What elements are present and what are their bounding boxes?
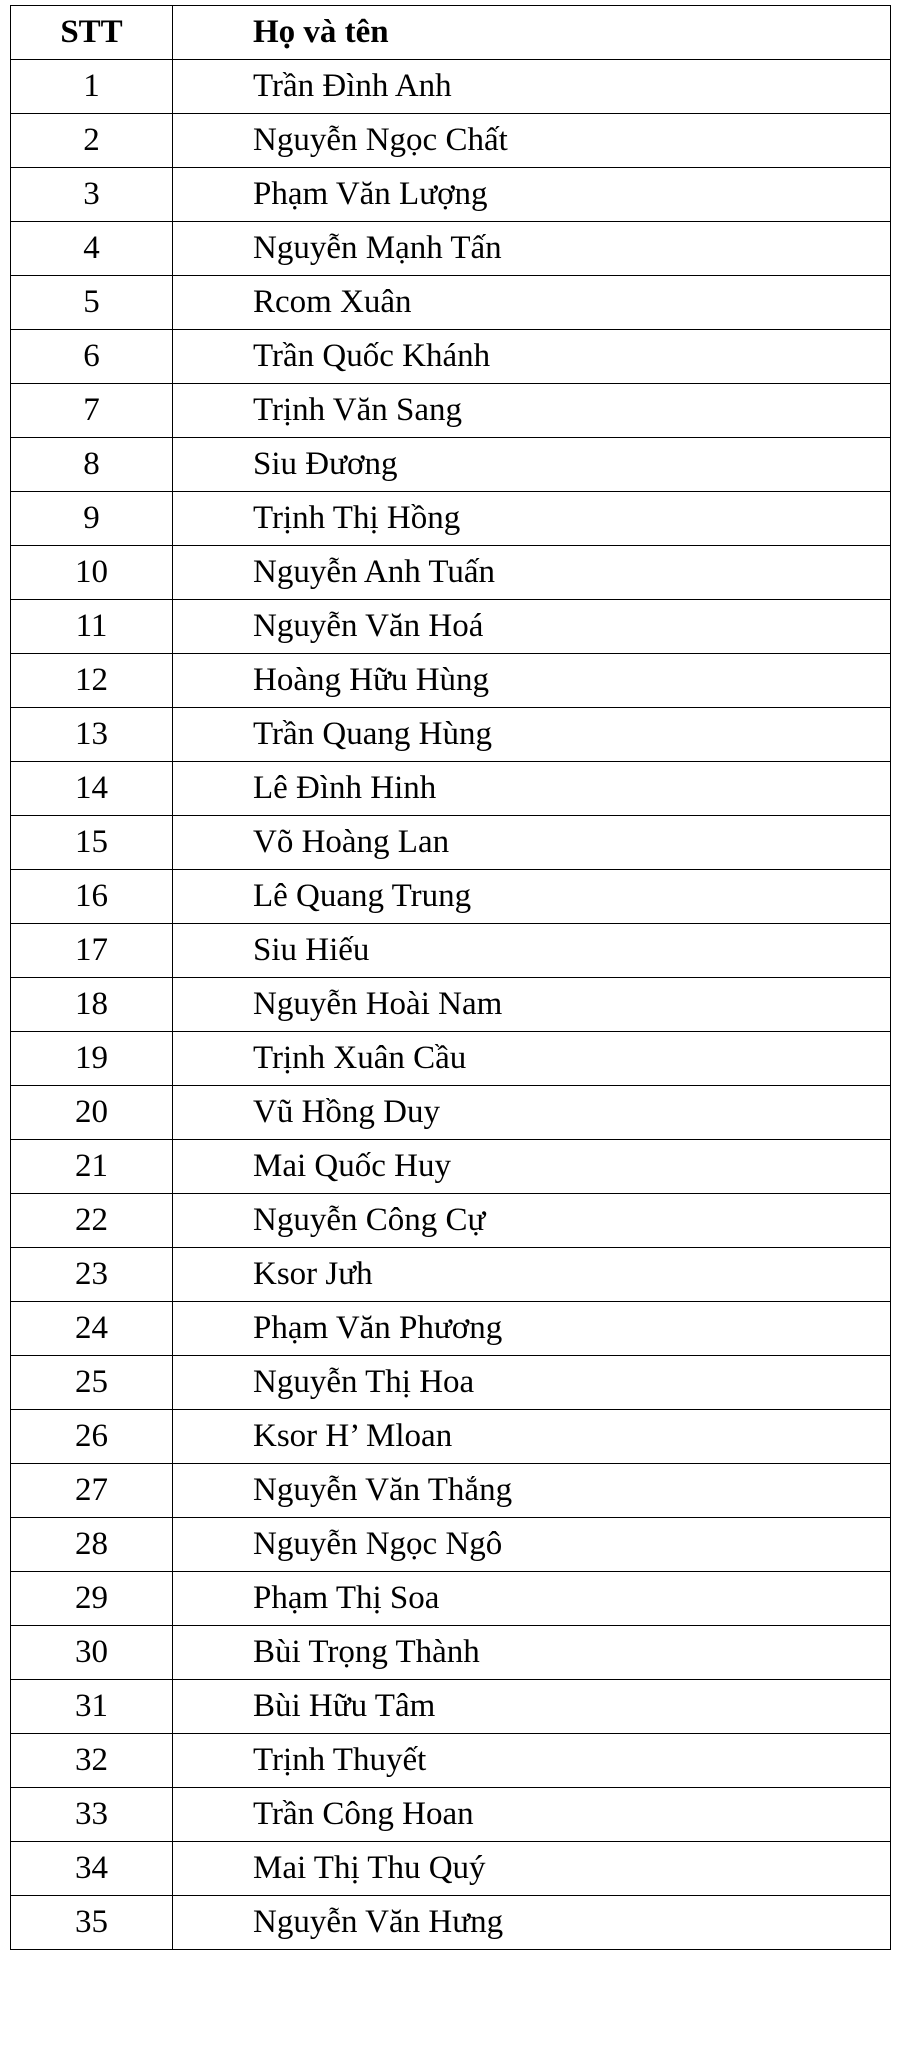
row-number: 21 xyxy=(11,1140,173,1194)
full-name: Vũ Hồng Duy xyxy=(173,1086,891,1140)
table-row xyxy=(11,600,891,654)
table-row xyxy=(11,1086,891,1140)
full-name: Phạm Văn Lượng xyxy=(173,168,891,222)
row-number: 15 xyxy=(11,816,173,870)
table-row xyxy=(11,330,891,384)
row-number: 2 xyxy=(11,114,173,168)
table-row xyxy=(11,1356,891,1410)
full-name: Ksor H’ Mloan xyxy=(173,1410,891,1464)
full-name: Nguyễn Văn Thắng xyxy=(173,1464,891,1518)
full-name: Trần Quang Hùng xyxy=(173,708,891,762)
table-row xyxy=(11,1788,891,1842)
full-name: Bùi Trọng Thành xyxy=(173,1626,891,1680)
name-column-header: Họ và tên xyxy=(173,6,891,60)
full-name: Siu Hiếu xyxy=(173,924,891,978)
table-row xyxy=(11,546,891,600)
table-row xyxy=(11,1572,891,1626)
row-number: 7 xyxy=(11,384,173,438)
table-row xyxy=(11,438,891,492)
table-row xyxy=(11,762,891,816)
full-name: Mai Quốc Huy xyxy=(173,1140,891,1194)
row-number: 14 xyxy=(11,762,173,816)
full-name: Nguyễn Công Cự xyxy=(173,1194,891,1248)
row-number: 6 xyxy=(11,330,173,384)
table-row xyxy=(11,1680,891,1734)
full-name: Mai Thị Thu Quý xyxy=(173,1842,891,1896)
table-body xyxy=(11,60,891,1950)
row-number: 18 xyxy=(11,978,173,1032)
row-number: 32 xyxy=(11,1734,173,1788)
full-name: Trịnh Thị Hồng xyxy=(173,492,891,546)
full-name: Phạm Thị Soa xyxy=(173,1572,891,1626)
row-number: 13 xyxy=(11,708,173,762)
table-row xyxy=(11,60,891,114)
full-name: Trần Công Hoan xyxy=(173,1788,891,1842)
table-row xyxy=(11,708,891,762)
full-name: Trịnh Văn Sang xyxy=(173,384,891,438)
row-number: 10 xyxy=(11,546,173,600)
full-name: Trần Đình Anh xyxy=(173,60,891,114)
full-name: Nguyễn Ngọc Ngô xyxy=(173,1518,891,1572)
row-number: 27 xyxy=(11,1464,173,1518)
row-number: 24 xyxy=(11,1302,173,1356)
row-number: 26 xyxy=(11,1410,173,1464)
row-number: 29 xyxy=(11,1572,173,1626)
full-name: Lê Đình Hinh xyxy=(173,762,891,816)
table-row xyxy=(11,1032,891,1086)
table-row xyxy=(11,816,891,870)
full-name: Bùi Hữu Tâm xyxy=(173,1680,891,1734)
row-number: 25 xyxy=(11,1356,173,1410)
table-row xyxy=(11,870,891,924)
full-name: Rcom Xuân xyxy=(173,276,891,330)
full-name: Lê Quang Trung xyxy=(173,870,891,924)
full-name: Ksor Jưh xyxy=(173,1248,891,1302)
row-number: 20 xyxy=(11,1086,173,1140)
row-number: 31 xyxy=(11,1680,173,1734)
table-row xyxy=(11,168,891,222)
full-name: Nguyễn Văn Hoá xyxy=(173,600,891,654)
row-number: 33 xyxy=(11,1788,173,1842)
table-row xyxy=(11,1140,891,1194)
table-row xyxy=(11,222,891,276)
row-number: 17 xyxy=(11,924,173,978)
stt-column-header: STT xyxy=(11,6,173,60)
table-row xyxy=(11,1302,891,1356)
row-number: 3 xyxy=(11,168,173,222)
table-row xyxy=(11,1518,891,1572)
row-number: 9 xyxy=(11,492,173,546)
row-number: 5 xyxy=(11,276,173,330)
table-row xyxy=(11,1734,891,1788)
row-number: 23 xyxy=(11,1248,173,1302)
full-name: Nguyễn Thị Hoa xyxy=(173,1356,891,1410)
table-row xyxy=(11,276,891,330)
table-row xyxy=(11,1626,891,1680)
full-name: Trịnh Xuân Cầu xyxy=(173,1032,891,1086)
row-number: 34 xyxy=(11,1842,173,1896)
row-number: 11 xyxy=(11,600,173,654)
row-number: 30 xyxy=(11,1626,173,1680)
full-name: Siu Đương xyxy=(173,438,891,492)
full-name: Hoàng Hữu Hùng xyxy=(173,654,891,708)
full-name: Nguyễn Ngọc Chất xyxy=(173,114,891,168)
full-name: Võ Hoàng Lan xyxy=(173,816,891,870)
table-row xyxy=(11,1896,891,1950)
table-row xyxy=(11,114,891,168)
full-name: Phạm Văn Phương xyxy=(173,1302,891,1356)
table-row xyxy=(11,924,891,978)
table-row xyxy=(11,978,891,1032)
row-number: 35 xyxy=(11,1896,173,1950)
table-row xyxy=(11,1464,891,1518)
row-number: 1 xyxy=(11,60,173,114)
header-row xyxy=(11,6,891,60)
row-number: 16 xyxy=(11,870,173,924)
row-number: 28 xyxy=(11,1518,173,1572)
row-number: 19 xyxy=(11,1032,173,1086)
table-row xyxy=(11,384,891,438)
row-number: 4 xyxy=(11,222,173,276)
table-row xyxy=(11,492,891,546)
table-row xyxy=(11,1194,891,1248)
table-row xyxy=(11,1248,891,1302)
full-name: Trịnh Thuyết xyxy=(173,1734,891,1788)
table-header xyxy=(11,6,891,60)
roster-table xyxy=(10,5,891,1950)
table-row xyxy=(11,1410,891,1464)
full-name: Nguyễn Hoài Nam xyxy=(173,978,891,1032)
table-row xyxy=(11,1842,891,1896)
full-name: Nguyễn Anh Tuấn xyxy=(173,546,891,600)
row-number: 22 xyxy=(11,1194,173,1248)
table-row xyxy=(11,654,891,708)
full-name: Nguyễn Mạnh Tấn xyxy=(173,222,891,276)
row-number: 12 xyxy=(11,654,173,708)
full-name: Trần Quốc Khánh xyxy=(173,330,891,384)
row-number: 8 xyxy=(11,438,173,492)
full-name: Nguyễn Văn Hưng xyxy=(173,1896,891,1950)
